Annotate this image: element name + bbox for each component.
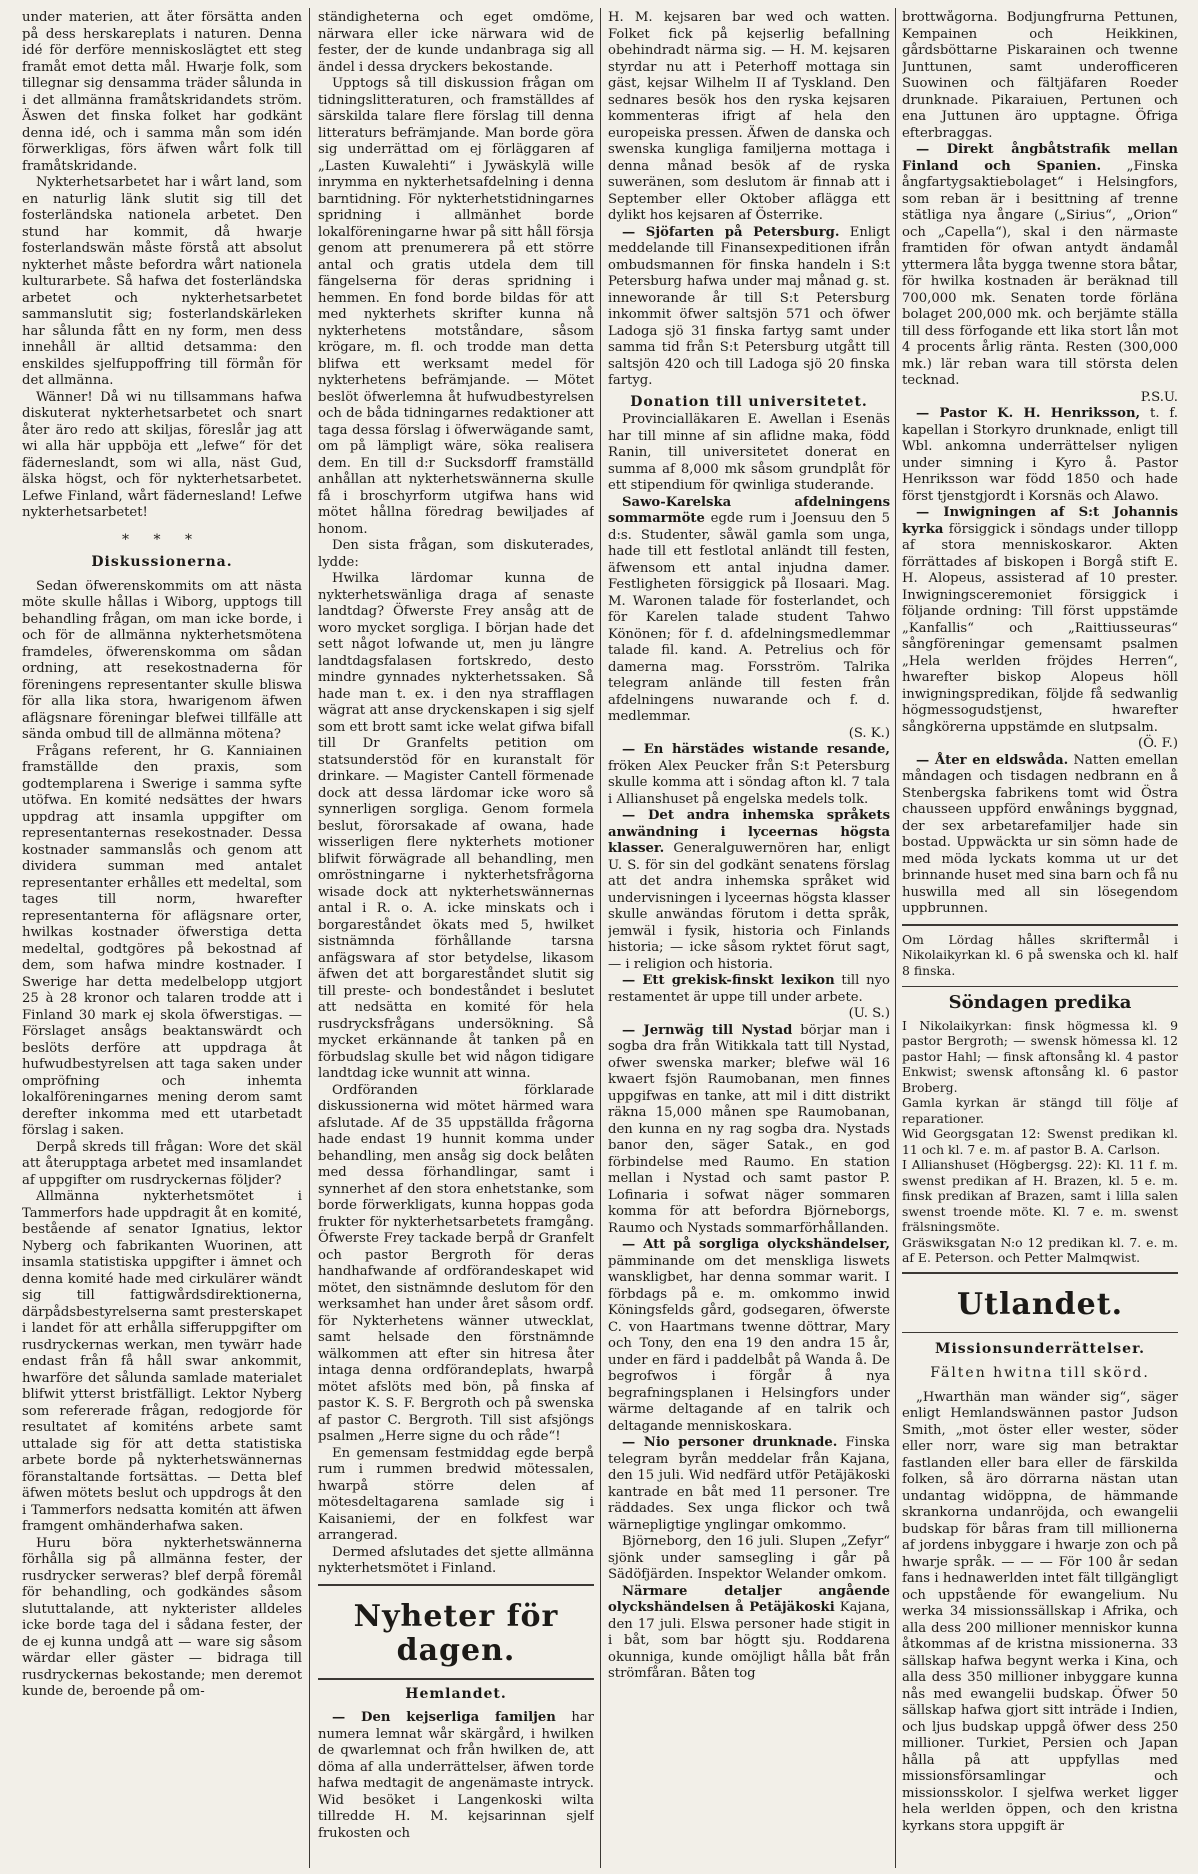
news-item-headline: — Det andra inhemska språkets anwändning i lyceernas högsta klasser.: [608, 808, 890, 856]
news-item-headline: — Nio personer drunknade.: [622, 1435, 838, 1450]
paragraph: Huru böra nykterhetswännerna förhålla sig på allmänna fester, der rusdrycker serweras? blef derpå föremål för behandling, och godkändes såsom slututtalande, att nykterister alldeles icke borde taga del i sådana fester, der de ej kunna undgå att — ware sig såsom wärdar eller gäster — bidraga till rusdryckernas bekostande; men deremot kunde de, beroende på om-: [22, 1535, 302, 1699]
sermon-listing: I Nikolaikyrkan: finsk högmessa kl. 9 pastor Bergroth; — swensk hömessa kl. 12 pastor Hahl; — finsk aftonsång kl. 4 pastor Enkwist; swensk aftonsång kl. 6 pastor Broberg.: [902, 1017, 1178, 1095]
column-rule: [309, 8, 310, 1868]
column-rule: [600, 8, 601, 1868]
column-4: [902, 10, 1178, 1868]
paragraph: Upptogs så till diskussion frågan om tidningslitteraturen, och framställdes af särskilda talare flere förslag till denna litteraturs befrämjande. Man borde göra sig underrättad om ej förläggaren af „Lasten Kuwalehti“ i Jywäskylä wille inrymma en nykterhetsafdelning i denna barntidning. För nykterhetstidningarnes spridning i allmänhet borde lokalföreningarne hwar på sitt håll försja genom att prenumerera på ett större antal och gratis utdela dem till fängelserna för deras spridning i hemmen. En fond borde bildas för att med nykterhets skrifter kunna nå nykterhetens motståndare, såsom krögare, m. fl. och trodde man detta blifwa ett werksamt medel för nykterhetens befrämjande. — Mötet beslöt öfwerlemna åt hufwudbestyrelsen och de båda tidningarnes redaktioner att taga dessa förslag i öfwerwägande samt, om på lämpligt wäre, söka realisera dem. En till d:r Sucksdorff framställd anhållan att nykterhetswännerna skulle få i broschyrform utgifwa hans wid mötet hållna föredrag bewiljades af honom.: [318, 76, 594, 537]
news-item: [902, 753, 1178, 918]
news-item-body: har numera lemnat wår skärgård, i hwilken de qwarlemnat och från hwilken de, att döma af alla underrättelser, äfwen torde hafwa medtagit de angenämaste intryck. Wid besöket i Langenkoski wilta tillredde H. M. kejsarinnan sjelf frukosten och: [318, 1710, 594, 1841]
sunday-sermons-heading: Söndagen predika: [948, 992, 1132, 1013]
church-notice: Om Lördag hålles skriftermål i Nikolaikyrkan kl. 6 på swenska och kl. half 8 finska.: [902, 931, 1178, 978]
column-3: [608, 10, 890, 1868]
source-signature: P.S.U.: [1140, 389, 1178, 405]
news-item-headline: Sawo-Karelska afdelningens sommarmöte: [608, 494, 890, 526]
column-rule: [895, 8, 896, 1868]
news-item-body: Generalguwernören har, enligt U. S. för sin del godkänt senatens förslag att det andra inhemska språket wid undervisningen i lyceernas högsta klasser skulle anwändas förutom i detta språk, jemwäl i fysik, historia och Finlands historia; — icke såsom ryktet förut sagt, — i religion och historia.: [608, 841, 890, 972]
news-item: [902, 505, 1178, 736]
divider: [902, 1272, 1178, 1274]
news-item: [902, 406, 1178, 505]
news-item-headline: Donation till universitetet.: [630, 393, 868, 410]
news-item-headline: — Att på sorgliga olyckshändelser,: [622, 1237, 890, 1252]
sermon-listing: I Allianshuset (Högbergsg. 22): Kl. 11 f. m. swenst predikan af H. Brazen, kl. 5 e. m. finsk predikan af Brazen, samt i lilla salen swenst troende möte. Kl. 7 e. m. swenst frälsningsmöte.: [902, 1157, 1178, 1234]
section-separator: * * *: [122, 531, 202, 548]
section-banner-utlandet: Utlandet.: [956, 1286, 1124, 1322]
paragraph: En gemensam festmiddag egde berpå rum i rummen bredwid mötessalen, hwarpå större delen af mötesdeltagarena samlade sig i Kaisaniemi, der en folkfest war arrangerad.: [318, 1445, 594, 1543]
news-item-headline: — Jernwäg till Nystad: [622, 1022, 793, 1038]
divider: [902, 986, 1178, 987]
section-banner-nyheter: Nyheter för dagen.: [353, 1598, 559, 1668]
divider: [902, 924, 1178, 926]
paragraph: Dermed afslutades det sjette allmänna nykterhetsmötet i Finland.: [318, 1544, 594, 1576]
news-item-body: „Finska ångfartygsaktiebolaget“ i Helsingfors, som reban är i besittning af trenne stätliga nya ångare („Sirius“, „Orion“ och „Capella“), skal i den närmaste framtiden för ofwan antydt ändamål yttermera låta bygga twenne stora båtar, för hwilka kostnaden är beräknad till 700,000 mk. Senaten torde förläna bolaget 200,000 mk. och berjämte ställa till dess förfogande ett lika stort lån mot 4 procents årlig ränta. Resten (300,000 mk.) lär reban wara till största delen tecknad.: [902, 158, 1178, 388]
paragraph: Ordföranden förklarade diskussionerna wid mötet härmed wara afslutade. Af de 35 uppställda frågorna hade endast 19 hunnit komma under behandling, men ansåg sig dock belåten med dessa förhandlingar, samt i synnerhet af den stora enhetstanke, som borde förwerkligats, kunna hoppas goda frukter för nykterhetsarbetets framgång. Öfwerste Frey tackade berpå dr Granfelt och pastor Bergroth för deras handhafwande af ordförandeskapet wid mötet, den sistnämnde deslutom för den werksamhet han under året såsom ordf. för Nykterhetens wänner utwecklat, samt helsade den förstnämnde wälkommen att efter sin hitresa åter intaga denna ordförandeplats, hwarpå mötet afslöts med bön, på finska af pastor K. S. F. Bergroth och på swenska af pastor C. Bergroth. Till sist afsjöngs psalmen „Herre signe du och råde“!: [318, 1082, 594, 1444]
news-item-headline: — En härstädes wistande resande,: [622, 742, 890, 757]
divider: [318, 1678, 594, 1680]
news-item-headline: — Sjöfarten på Petersburg.: [622, 224, 840, 240]
news-item-body: egde rum i Joensuu den 5 d:s. Studenter, såwäl gamla som unga, hade till ett festlotal anländt till festen, äfwensom ett antal injudna damer. Festligheten försiggick på Ilosaari. Mag. M. Waronen talade för fosterlandet, och för Karelen talade student Tahwo Könönen; för f. d. afdelningsmedlemmar talade fil. kand. A. Petrelius och för damerna mag. Forsström. Talrika telegram anlände till festen från afdelningens nuwarande och f. d. medlemmar.: [608, 511, 890, 724]
news-item: [608, 1584, 890, 1683]
news-item-headline: — Den kejserliga familjen: [332, 1710, 556, 1725]
news-item-headline: — Åter en eldswåda.: [916, 752, 1069, 768]
news-item: [608, 495, 890, 726]
news-item: [608, 973, 890, 1006]
paragraph: Provincialläkaren E. Awellan i Esenäs har till minne af sin aflidne maka, född Ranin, till universitetet donerat en summa af 8,000 mk såsom grundplåt för ett stipendium för qwinliga studerande.: [608, 412, 890, 493]
sermon-listing: Gamla kyrkan är stängd till följe af reparationer.: [902, 1095, 1178, 1126]
news-item: [902, 142, 1178, 390]
paragraph: Wänner! Då wi nu tillsammans hafwa diskuterat nykterhetsarbetet och snart åter äro redo att skiljas, föreslår jag att wi alla här uppböja ett „lefwe“ för det fäderneslandt, som wi alla, näst Gud, älska högst, och för nykterhetsarbetet. Lefwe Finland, wårt fädernesland! Lefwe nykterhetsarbetet!: [22, 389, 302, 520]
news-item-headline: — Ett grekisk-finskt lexikon: [622, 973, 835, 988]
news-item: [608, 1237, 890, 1435]
section-subheading: Missionsunderrättelser.: [934, 1340, 1146, 1357]
paragraph: H. M. kejsaren bar wed och watten. Folket fick på kejserlig befallning obehindradt närma sig. — H. M. kejsaren styrdar nu att i Peterhoff mottaga sin gäst, kejsar Wilhelm II af Tyskland. Den sednares besök hos den ryska kejsaren kommenteras ifrigt af hela den europeiska pressen. Äfwen de danska och swenska kungliga familjerna mottaga i denna månad besök af de ryska suweränen, som deslutom är finnab att i September eller Oktober aflägga ett dylikt hos kejsaren af Österrike.: [608, 10, 890, 223]
paragraph: Björneborg, den 16 juli. Slupen „Zefyr“ sjönk under samsegling i går på Sädöfjärden. Inspektor Welander omkom.: [608, 1534, 890, 1582]
paragraph: Frågans referent, hr G. Kanniainen framställde den praxis, som godtemplarena i Swerige i samma syfte utöfwa. En komité nedsättes der hwars uppdrag att insamla uppgifter om representanternas resekostnader. Dessa kostnader sammanslås och genom att dividera summan med antalet representanter erhålles ett medeltal, som tages till norm, hwarefter representanterna för aflägsnare orter, hwilkas kostnader öfwerstiga detta medeltal, godtgöres på bekostnad af dem, som hafwa mindre kostnader. I Swerige har detta medelbelopp utgjort 25 à 28 kronor och talaren trodde att i Finland 30 mark ej skola öfwerstigas. — Förslaget ansågs beaktanswärdt och beslöts derföre att uppdraga åt hufwudbestyrelsen att taga saken under ompröfning och inhemta lokalföreningarnes mening derom samt derefter inkomma med ett utarbetadt förslag i saken.: [22, 743, 302, 1138]
article-title: Fälten hwitna till skörd.: [930, 1365, 1150, 1381]
column-2: [318, 10, 594, 1868]
paragraph: brottwågorna. Bodjungfrurna Pettunen, Kempainen och Heikkinen, gårdsböttarne Piskarainen och twenne Junttunen, samt underofficeren Suowinen och fältjäfaren Roeder drunknade. Pikaraiuen, Pertunen och ena Juttunen äro upptagne. Öfriga efterbraggas.: [902, 10, 1178, 141]
section-heading: Diskussionerna.: [91, 554, 233, 570]
divider: [902, 1332, 1178, 1333]
news-item-body: pämminande om det menskliga liswets wanskligbet, har denna sommar warit. I förbdags på e. m. omkommo inwid Köningsfelds gård, godsegaren, öfwerste C. von Haartmans twenne döttrar, Mary och Tony, den ena 19 den andra 15 år, under en färd i paddelbåt på Wanda å. De begrofwos i förgår å nya begrafningsplanen i Helsingfors under wärme deltagande af en talrik och deltagande menniskoskara.: [608, 1253, 890, 1434]
news-item: [608, 225, 890, 390]
news-item: [608, 808, 890, 973]
news-item-body: börjar man i sogba dra från Witikkala tatt till Nystad, ofwer swenska marker; blefwe wäl 16 kwaert fsjön Raumobanan, men finnes uppgifwas en tanke, att mil i ditt distrikt räkna 15,000 månen spe Raumobanan, den kunna en ny rag sogba dra. Nystads banor den, säger Satak., en god förbindelse med Raumo. En station mellan i Nystad och samt pastor P. Lofinaria i sofwat näger sommaren komma för att befordra Björneborgs, Raumo och Nystads sommarförhållanden.: [608, 1022, 890, 1236]
news-item-headline: Närmare detaljer angående olyckshändelsen å Petäjäkoski: [608, 1583, 890, 1615]
news-item: [318, 1710, 594, 1842]
source-signature: (U. S.): [848, 1006, 890, 1021]
news-item-body: Finska telegram byrån meddelar från Kajana, den 15 juli. Wid nedfärd utför Petäjäkoski kantrade en båt med 11 personer. Tre räddades. Sex unga flickor och twå wärnepligtige ynglingar omkommo.: [608, 1435, 890, 1533]
news-item-body: fröken Alex Peucker från S:t Petersburg skulle komma att i söndag afton kl. 7 tala i Allianshuset på engelska medels tolk.: [608, 758, 890, 807]
news-item: [608, 742, 890, 808]
paragraph: under materien, att åter försätta anden på dess herskareplats i naturen. Denna idé för derföre menniskoslägtet ett steg framåt emot detta mål. Hwarje folk, som tillegnar sig densamma träder sålunda in i det allmänna framåtskridandets ström. Äswen det finska folket har godkänt denna idé, och i samma mån som idén förwerkligas, förs äfwen wårt folk till framåtskridande.: [22, 10, 302, 174]
section-subheading: Hemlandet.: [405, 1685, 507, 1702]
sermon-listing: Wid Georgsgatan 12: Swenst predikan kl. 11 och kl. 7 e. m. af pastor B. A. Carlson.: [902, 1126, 1178, 1157]
news-item: [608, 1435, 890, 1534]
paragraph: Hwilka lärdomar kunna de nykterhetswänliga draga af senaste landtdag? Öfwerste Frey ansåg att de woro mycket sorgliga. I början hade det sett något lofwande ut, men ju längre landtdagsfalasen fortskredo, desto mindre gynnades nykterhetssaken. Så hade man t. ex. i den nya strafflagen wägrat att anse dryckenskapen i sig sjelf som ett brott samt icke welat gifwa bifall till Dr Granfelts petition om statsunderstöd för en kuranstalt för drinkare. — Magister Cantell förmenade dock att dessa lärdomar icke woro så synnerligen sorgliga. Genom formela beslut, förorsakade af owana, hade wisserligen flere nykterhets motioner blifwit förwägrade all behandling, men omröstningarne i nykterhetsfrågorna wisade dock att nykterhetswännernas antal i R. o. A. icke minskats och i borgareståndet ökats med 5, hwilket sistnämnda förhållande tarsna anfägswara af stor betydelse, likasom äfwen det att borgareståndet slutit sig till preste- och bondeståndet i beslutet att nedsätta en komité för hela rusdrycksfrågans undersökning. Så mycket erkännande åt tanken på en förbudslag skulle bet wid någon tidigare landtdag icke wunnit att winna.: [318, 571, 594, 1081]
news-item-body: försiggick i söndags under tillopp af stora menniskoskaror. Akten förrättades af biskopen i Borgå stift E. H. Alopeus, assisterad af 10 prester. Inwigningsceremoniet försiggick i följande ordning: Till först uppstämde „Kanfallis“ och „Raittiusseuras“ sångföreningar gemensamt psalmen „Hela werlden fröjdes Herren“, hwarefter biskop Alopeus höll inwigningspredikan, följde få sedwanlig högmessogudstjenst, hwarefter sångkörerna uppstämde en slutpsalm.: [902, 521, 1178, 735]
paragraph: Sedan öfwerenskommits om att nästa möte skulle hållas i Wiborg, upptogs till behandling frågan, om man icke borde, i och för de allmänna nykterhetsmötena framdeles, öfwerenskomma om sådan ordning, att resekostnaderna för föreningens representanter skulle bliswa för alla lika stora, hwarigenom äfwen aflägsnare föreningar blefwei tillfälle att sända ombud till de allmänna mötena?: [22, 578, 302, 742]
paragraph: Den sista frågan, som diskuterades, lydde:: [318, 538, 594, 570]
news-item: [608, 1023, 890, 1238]
news-item-headline: — Direkt ångbåtstrafik mellan Finland och Spanien.: [902, 142, 1178, 174]
paragraph: ständigheterna och eget omdöme, närwara eller icke närwara wid de fester, der de kunde undanbraga sig all ändel i dessa dryckers bekostande.: [318, 10, 594, 75]
news-item-body: till nyo restamentet är uppe till under arbete.: [608, 973, 890, 1005]
news-item-body: Enligt meddelande till Finansexpeditionen ifrån ombudsmannen för finska handeln i S:t Petersburg hafwa under maj månad g. st. inneworande år till S:t Petersburg inkommit öfwer saltsjön 571 och öfwer Ladoga sjö 31 finska fartyg samt under samma tid från S:t Petersburg utgått till saltsjön 420 och till Ladoga sjö 20 finska fartyg.: [608, 224, 890, 388]
column-1: [22, 10, 302, 1868]
news-item-headline: — Pastor K. H. Henriksson,: [916, 406, 1141, 421]
paragraph: Allmänna nykterhetsmötet i Tammerfors hade uppdragit åt en komité, bestående af senator Ignatius, lektor Nyberg och fabrikanten Wuorinen, att insamla statistiska uppgifter i ämnet och denna komité hade med cirkulärer wändt sig till fattigwårdsdirektionerna, därpådsbestyrelserna samt presterskapet i landet för att erhålla sifferuppgifter om rusdryckernas werkan, men tywärr hade endast från få håll swar ankommit, hwarföre det sålunda samlade materialet blifwit ytterst bristfälligt. Lektor Nyberg som refererade frågan, redogjorde för resultatet af komiténs arbete samt uttalade sig för att detta statistiska arbete borde på nykterhetswännernas föranstaltande fortsättas. — Detta blef äfwen mötets beslut och uppdrogs åt den i Tammerfors nedsatta komitén att äfwen framgent omhänderhafwa saken.: [22, 1189, 302, 1534]
paragraph: „Hwarthän man wänder sig“, säger enligt Hemlandswännen pastor Judson Smith, „mot öster eller wester, söder eller norr, ware sig man betraktar fastlanden eller bara eller de färskilda folken, så äro dörrarna nästan utan undantag widöppna, de hämmande skrankorna undanröjda, och ewangelii budskap för båras fram till millionerna af jordens inbyggare i hwarje zon och på hwarje språk. — — — För 100 år sedan fans i hednawerlden intet fält tillgängligt och uppstående för ewangelium. Nu werka 34 missionssällskap i Afrika, och alla dess 200 millioner menniskor kunna åtkommas af de kristna missionerna. 33 sällskap hafwa begynt werka i Kina, och alla dess 350 millioner inbyggare kunna nås med ewangelii budskap. Öfwer 50 sällskap hafwa gjort sitt inträde i Indien, och ljus budskap uppgå öfwer dess 250 millioner. Turkiet, Persien och Japan hålla på att uppfyllas med missionsförsamlingar och missionsskolor. I sjelfwa werket ligger hela werlden öppen, och den kristna kyrkans stora uppgift är: [902, 1389, 1178, 1834]
source-signature: (Ö. F.): [1138, 736, 1178, 751]
news-item-body: Kajana, den 17 juli. Elswa personer hade stigit in i båt, som bar högtt sju. Roddarena okunniga, kunde omöjligt hålla båt från strömfåran. Båten tog: [608, 1600, 890, 1681]
news-item-body: Natten emellan måndagen och tisdagen nedbrann en å Stenbergska fabrikens tomt wid Östra chausseen uppförd enwånings byggnad, der sex arbetarefamiljer hade sin bostad. Uppwäckta ur sin sömn hade de med möda lyckats komma ut ur det brinnande huset med sina barn och få nu huswilla med all sin lösegendom uppbrunnen.: [902, 752, 1178, 916]
source-signature: (S. K.): [848, 725, 890, 741]
paragraph: Derpå skreds till frågan: Wore det skäl att återupptaga arbetet med insamlandet af uppgifter om rusdryckernas följder?: [22, 1139, 302, 1188]
news-item-body: t. f. kapellan i Storkyro drunknade, enligt till Wbl. ankomna underrättelser nyligen under simning i Kyro å. Pastor Henriksson war född 1850 och hade först tjenstgjordt i Korsnäs och Alawo.: [902, 406, 1178, 504]
news-item-headline: — Inwigningen af S:t Johannis kyrka: [902, 505, 1178, 537]
sermon-listing: Gräswiksgatan N:o 12 predikan kl. 7. e. m. af E. Peterson. och Petter Malmqwist.: [902, 1234, 1178, 1265]
divider: [318, 1584, 594, 1586]
paragraph: Nykterhetsarbetet har i wårt land, som en naturlig länk slutit sig till det fosterländska nationela arbetet. Den stund har kommit, då hwarje fosterlandswän måste förstå att absolut nykterhet måste befordra wårt nationela kulturarbete. Så hafwa det fosterländska arbetet och nykterhetsarbetet sammanslutit sig; fosterlandskärleken har sålunda fått en ny form, men dess innehåll är alltid detsamma: den enskildes sjelfuppoffring till förmån för det allmänna.: [22, 175, 302, 388]
